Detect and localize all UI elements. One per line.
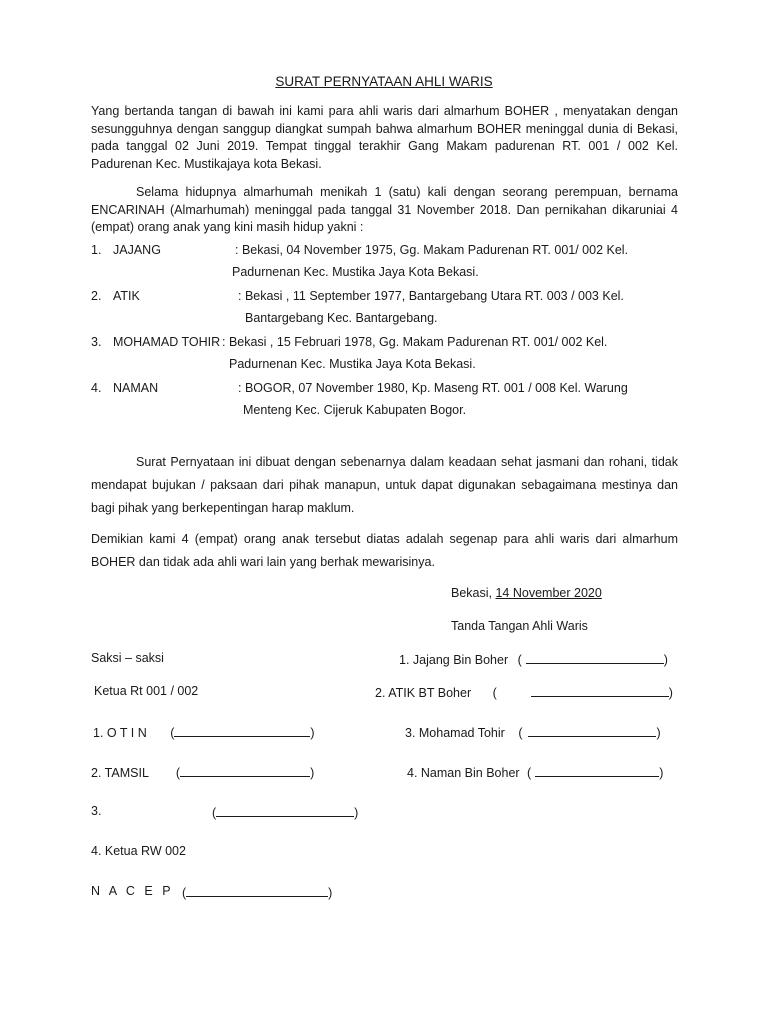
heir-signature-label: 1. Jajang Bin Boher bbox=[399, 653, 509, 667]
signature-heading: Tanda Tangan Ahli Waris bbox=[451, 619, 588, 633]
close-paren: ) bbox=[310, 726, 315, 740]
heir-signature-4 bbox=[407, 764, 663, 780]
witness-tamsil-label: 2. TAMSIL bbox=[91, 766, 149, 780]
witness-otin-label: 1. O T I N bbox=[93, 726, 147, 740]
open-paren: ( bbox=[175, 766, 181, 780]
heir-item bbox=[91, 381, 691, 427]
close-paren: ) bbox=[659, 766, 664, 780]
open-paren: ( bbox=[518, 726, 523, 740]
heir-number: 3. bbox=[91, 335, 102, 349]
open-paren: ( bbox=[170, 726, 175, 740]
heir-detail-line1: : Bekasi, 04 November 1975, Gg. Makam Padurenan RT. 001/ 002 Kel. bbox=[235, 243, 629, 257]
heir-item bbox=[91, 335, 691, 381]
closing-paragraph: Demikian kami 4 (empat) orang anak tersebut diatas adalah segenap para ahli waris dari almarhum BOHER dan tidak ada ahli wari lain yang berhak mewarisinya. bbox=[91, 532, 678, 569]
heir-detail-line1: : BOGOR, 07 November 1980, Kp. Maseng RT. 001 / 008 Kel. Warung bbox=[238, 381, 628, 395]
heir-name: JAJANG bbox=[113, 243, 161, 257]
heir-signature-label: 4. Naman Bin Boher bbox=[407, 766, 520, 780]
date-text: 14 November 2020 bbox=[495, 586, 602, 600]
heir-name: NAMAN bbox=[113, 381, 159, 395]
close-paren: ) bbox=[310, 766, 315, 780]
signature-line-heir-4 bbox=[535, 764, 659, 777]
open-paren: ( bbox=[182, 886, 187, 900]
marriage-paragraph: Selama hidupnya almarhumah menikah 1 (satu) kali dengan seorang perempuan, bernama ENCARINAH (Almarhumah) meninggal pada tanggal 31 November 2018. Dan pernikahan dikaruniai 4 (empat) orang anak yang kini masih hidup yakni : bbox=[91, 185, 678, 234]
heir-detail-line2: Padurnenan Kec. Mustika Jaya Kota Bekasi. bbox=[232, 265, 479, 279]
open-paren: ( bbox=[527, 766, 532, 780]
heir-detail-line1: : Bekasi , 15 Februari 1978, Gg. Makam Padurenan RT. 001/ 002 Kel. bbox=[222, 335, 608, 349]
witnesses-heading: Saksi – saksi bbox=[91, 651, 164, 665]
witness-ketua-rw: 4. Ketua RW 002 bbox=[91, 844, 186, 858]
witness-otin-row bbox=[93, 724, 315, 740]
witness-nacep-line bbox=[182, 884, 332, 900]
close-paren: ) bbox=[668, 686, 673, 700]
heir-number: 2. bbox=[91, 289, 102, 303]
witness-third-label: 3. bbox=[91, 804, 102, 818]
witness-ketua-rt: Ketua Rt 001 / 002 bbox=[94, 684, 199, 698]
signature-line-otin bbox=[174, 724, 310, 737]
heir-signature-label: 3. Mohamad Tohir bbox=[405, 726, 505, 740]
close-paren: ) bbox=[656, 726, 661, 740]
heir-signature-label: 2. ATIK BT Boher bbox=[375, 686, 472, 700]
signature-line-heir-3 bbox=[528, 724, 656, 737]
close-paren: ) bbox=[354, 806, 359, 820]
heir-signature-3 bbox=[405, 724, 661, 740]
heir-number: 4. bbox=[91, 381, 102, 395]
open-paren: ( bbox=[492, 686, 497, 700]
heirs-list bbox=[91, 243, 691, 427]
place-text: Bekasi, bbox=[451, 586, 492, 600]
open-paren: ( bbox=[212, 806, 217, 820]
witness-nacep-label: N A C E P bbox=[91, 884, 174, 898]
heir-name: ATIK bbox=[113, 289, 140, 303]
statement-paragraph: Surat Pernyataan ini dibuat dengan sebenarnya dalam keadaan sehat jasmani dan rohani, tidak mendapat bujukan / paksaan dari pihak manapun, untuk dapat digunakan sebagaimana mestinya dan bagi pihak yang berkepentingan harap maklum. bbox=[91, 455, 678, 515]
heir-item bbox=[91, 289, 691, 335]
witness-tamsil-row bbox=[91, 764, 314, 780]
signature-line-nacep bbox=[186, 884, 328, 897]
heir-detail-line2: Bantargebang Kec. Bantargebang. bbox=[245, 311, 438, 325]
heir-name: MOHAMAD TOHIR bbox=[113, 335, 221, 349]
witness-third-line bbox=[212, 804, 358, 820]
opening-paragraph: Yang bertanda tangan di bawah ini kami para ahli waris dari almarhum BOHER , menyatakan dengan sesungguhnya dengan sanggup diangkat sumpah bahwa almarhum BOHER meninggal dunia di Bekasi, pada tanggal 02 Juni 2019. Tempat tinggal terakhir Gang Makam padurenan RT. 001 / 002 Kel. Padurenan Kec. Mustikajaya kota Bekasi. bbox=[91, 104, 678, 171]
heir-detail-line1: : Bekasi , 11 September 1977, Bantargebang Utara RT. 003 / 003 Kel. bbox=[238, 289, 624, 303]
signature-line-tamsil bbox=[180, 764, 310, 777]
heir-signature-2 bbox=[375, 684, 673, 700]
close-paren: ) bbox=[328, 886, 333, 900]
heir-detail-line2: Padurnenan Kec. Mustika Jaya Kota Bekasi. bbox=[229, 357, 476, 371]
heir-detail-line2: Menteng Kec. Cijeruk Kabupaten Bogor. bbox=[243, 403, 467, 417]
heir-item bbox=[91, 243, 691, 289]
signature-line-heir-1 bbox=[526, 651, 664, 664]
heir-signature-1 bbox=[399, 651, 668, 667]
close-paren: ) bbox=[663, 653, 668, 667]
place-date bbox=[451, 586, 602, 600]
signature-line-third bbox=[216, 804, 354, 817]
heir-number: 1. bbox=[91, 243, 102, 257]
document-title: SURAT PERNYATAAN AHLI WARIS bbox=[275, 74, 493, 89]
open-paren: ( bbox=[517, 653, 522, 667]
signature-line-heir-2 bbox=[531, 684, 669, 697]
